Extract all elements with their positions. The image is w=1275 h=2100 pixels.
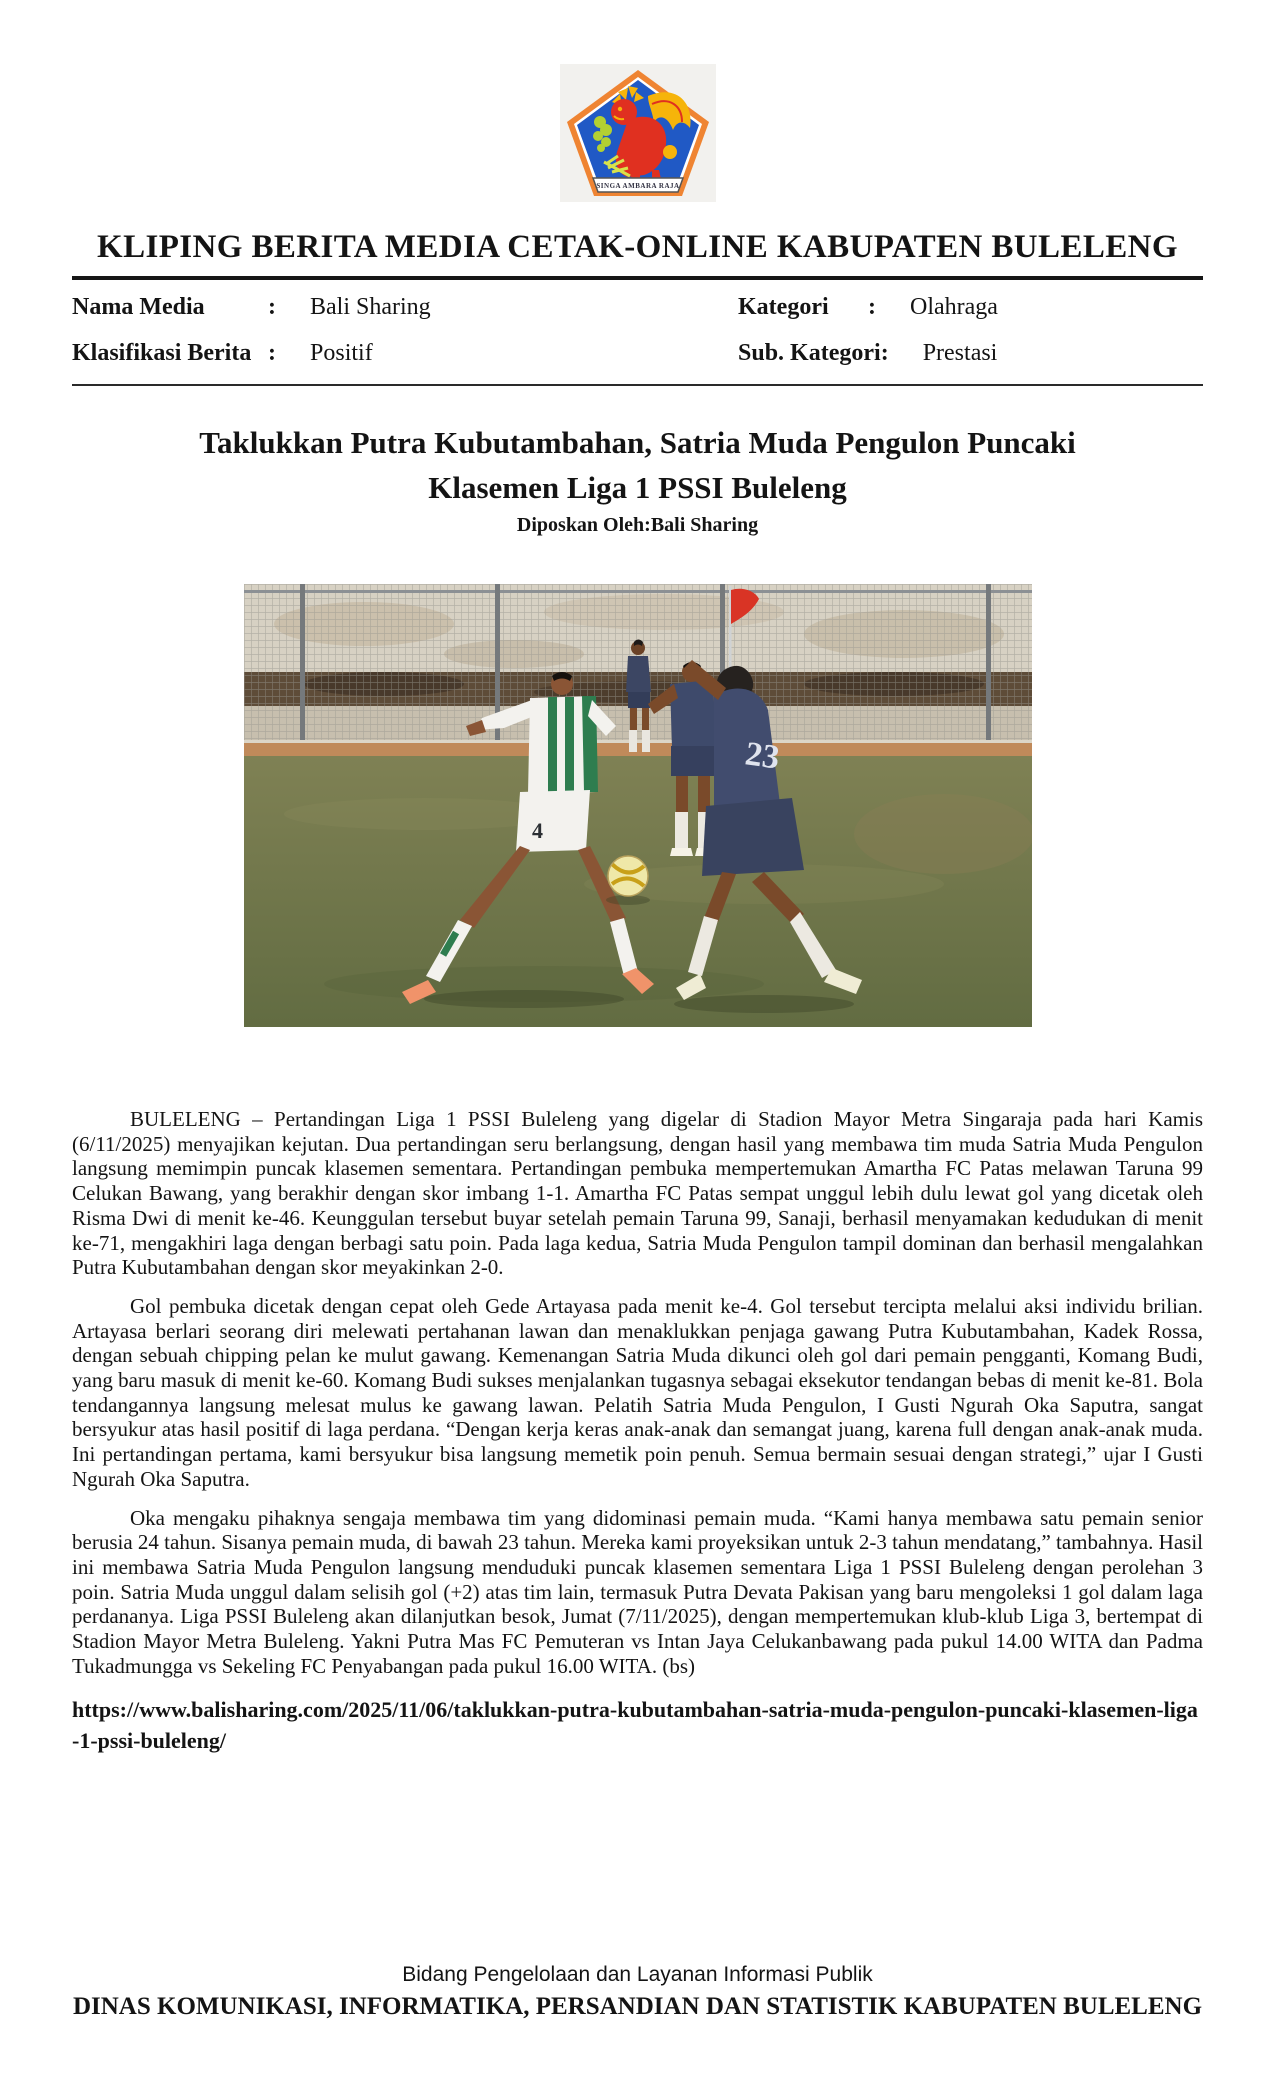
svg-text:23: 23 [742,735,782,777]
article-paragraph-1: BULELENG – Pertandingan Liga 1 PSSI Buleleng yang digelar di Stadion Mayor Metra Singaraja pada hari Kamis (6/11/2025) menyajikan kejutan. Dua pertandingan seru berlangsung, dengan hasil yang membawa tim muda Satria Muda Pengulon langsung memimpin puncak klasemen sementara. Pertandingan pembuka mempertemukan Amartha FC Patas melawan Taruna 99 Celukan Bawang, yang berakhir dengan skor imbang 1-1. Amartha FC Patas sempat unggul lebih dulu lewat gol yang dicetak oleh Risma Dwi di menit ke-46. Keunggulan tersebut buyar setelah pemain Taruna 99, Sanaji, berhasil menyamakan kedudukan di menit ke-71, mengakhiri laga dengan berbagi satu poin. Pada laga kedua, Satria Muda Pengulon tampil dominan dan berhasil mengalahkan Putra Kubutambahan dengan skor meyakinkan 2-0. [72,1107,1203,1280]
article-byline: Diposkan Oleh:Bali Sharing [516,514,759,536]
buleleng-emblem-logo [560,64,716,202]
emblem-banner-text: SINGA AMBARA RAJA [595,182,680,190]
article-paragraph-3: Oka mengaku pihaknya sengaja membawa tim yang didominasi pemain muda. “Kami hanya membawa satu pemain senior berusia 24 tahun. Sisanya pemain muda, di bawah 23 tahun. Mereka kami proyeksikan untuk 2-3 tahun mendatang,” tambahnya. Hasil ini membawa Satria Muda Pengulon langsung menduduki puncak klasemen sementara Liga 1 PSSI Buleleng dengan perolehan 3 poin. Satria Muda unggul dalam selisih gol (+2) atas tim lain, termasuk Putra Devata Pakisan yang baru mengoleksi 1 gol dalam laga perdananya. Liga PSSI Buleleng akan dilanjutkan besok, Jumat (7/11/2025), dengan mempertemukan klub-klub Liga 3, bertempat di Stadion Mayor Metra Buleleng. Yakni Putra Mas FC Pemuteran vs Intan Jaya Celukanbawang pada pukul 14.00 WITA dan Padma Tukadmungga vs Sekeling FC Penyabangan pada pukul 16.00 WITA. (bs) [72,1505,1203,1678]
kliping-header-title: KLIPING BERITA MEDIA CETAK-ONLINE KABUPATEN BULELENG [97,229,1178,265]
footer-division-name: Bidang Pengelolaan dan Layanan Informasi Publik [402,1963,873,1986]
page-footer [0,1962,1275,2022]
article-paragraph-2: Gol pembuka dicetak dengan cepat oleh Gede Artayasa pada menit ke-4. Gol tersebut tercipta melalui aksi individu brilian. Artayasa berlari seorang diri melewati pertahanan lawan dan menaklukkan penjaga gawang Putra Kubutambahan, Kadek Rossa, dengan sebuah chipping pelan ke mulut gawang. Kemenangan Satria Muda dikunci oleh gol dari pemain pengganti, Komang Budi, yang baru masuk di menit ke-60. Komang Budi sukses menjalankan tugasnya sebagai eksekutor tendangan bebas di menit ke-81. Bola tendangannya langsung melesat mulus ke gawang lawan. Pelatih Satria Muda Pengulon, I Gusti Ngurah Oka Saputra, sangat bersyukur atas hasil positif di laga perdana. “Dengan kerja keras anak-anak dan semangat juang, karena full dengan anak-anak muda. Ini pertandingan pertama, kami bersyukur bisa langsung memetik poin penuh. Semua bermain sesuai dengan strategi,” ujar I Gusti Ngurah Oka Saputra. [72,1293,1203,1491]
meta-value: Prestasi [922,340,998,366]
meta-row-kategori [738,292,1203,322]
meta-table-rule [72,384,1203,386]
article-title-line2: Klasemen Liga 1 PSSI Buleleng [428,470,847,505]
meta-column-right [738,292,1203,368]
footer-agency-name: DINAS KOMUNIKASI, INFORMATIKA, PERSANDIAN DAN STATISTIK KABUPATEN BULELENG [72,1993,1203,2020]
article-photo [244,584,1032,1027]
meta-value: Bali Sharing [310,294,431,320]
meta-row-sub-kategori [738,338,1203,368]
meta-row-nama-media [72,292,738,322]
article-body [72,1107,1203,1756]
source-url-link[interactable]: https://www.balisharing.com/2025/11/06/taklukkan-putra-kubutambahan-satria-muda-pengulon-puncaki-klasemen-liga-1-pssi-buleleng/ [72,1697,1198,1754]
svg-text:4: 4 [531,818,543,843]
meta-label: Sub. Kategori [738,340,881,366]
logo-area [72,0,1203,207]
meta-label: Klasifikasi Berita [72,340,252,366]
buleleng-emblem-icon [560,64,716,202]
meta-column-left [72,292,738,368]
meta-colon: : [268,294,276,320]
meta-table [72,280,1203,384]
meta-row-klasifikasi [72,338,738,368]
meta-colon: : [880,340,889,366]
meta-label: Kategori [738,294,829,320]
football [606,856,650,905]
article-title [72,420,1203,510]
meta-colon: : [268,340,276,366]
article-title-line1: Taklukkan Putra Kubutambahan, Satria Muda Pengulon Puncaki [199,425,1076,460]
meta-label: Nama Media [72,294,205,320]
meta-value: Olahraga [910,294,998,320]
meta-value: Positif [310,340,373,366]
meta-colon: : [868,294,876,320]
